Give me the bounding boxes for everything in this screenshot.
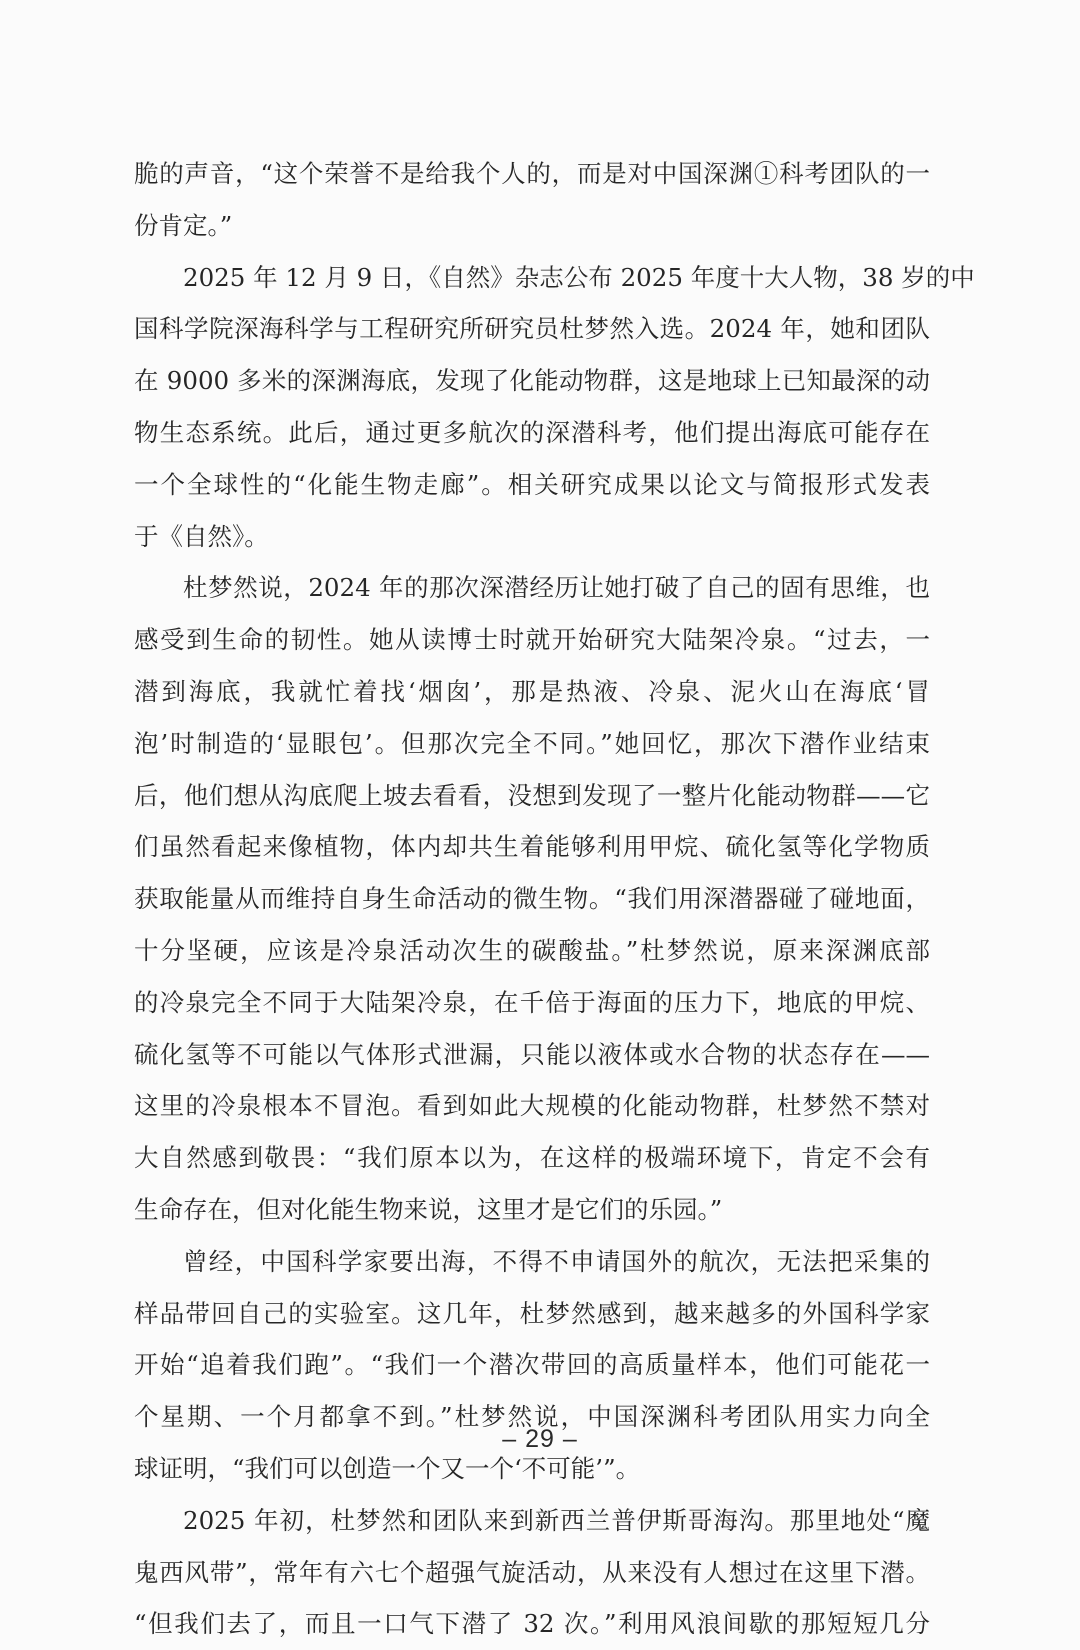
text-line: 开始“追着我们跑”。“我们一个潜次带回的高质量样本，他们可能花一 <box>134 1350 930 1380</box>
text-line: 在 9000 多米的深渊海底，发现了化能动物群，这是地球上已知最深的动 <box>134 366 930 396</box>
text-line: 的冷泉完全不同于大陆架冷泉，在千倍于海面的压力下，地底的甲烷、 <box>134 987 930 1017</box>
text-line: 潜到海底，我就忙着找‘烟囱’，那是热液、冷泉、泥火山在海底‘冒 <box>134 676 930 706</box>
text-line: 国科学院深海科学与工程研究所研究员杜梦然入选。2024 年，她和团队 <box>134 314 930 344</box>
text-line: 鬼西风带”，常年有六七个超强气旋活动，从来没有人想过在这里下潜。 <box>134 1557 930 1587</box>
text-line: 2025 年初，杜梦然和团队来到新西兰普伊斯哥海沟。那里地处“魔 <box>183 1505 930 1535</box>
text-line: 十分坚硬，应该是冷泉活动次生的碳酸盐。”杜梦然说，原来深渊底部 <box>134 935 930 965</box>
text-line: 球证明，“我们可以创造一个又一个‘不可能’”。 <box>134 1453 641 1483</box>
text-line: 们虽然看起来像植物，体内却共生着能够利用甲烷、硫化氢等化学物质 <box>134 832 930 862</box>
text-line: “但我们去了，而且一口气下潜了 32 次。”利用风浪间歇的那短短几分 <box>134 1609 930 1639</box>
text-line: 2025 年 12 月 9 日，《自然》杂志公布 2025 年度十大人物，38 岁的中 <box>183 262 975 292</box>
text-line: 份肯定。” <box>134 210 233 240</box>
text-line: 个星期、一个月都拿不到。”杜梦然说，中国深渊科考团队用实力向全 <box>134 1402 930 1432</box>
text-line: 感受到生命的韧性。她从读博士时就开始研究大陆架冷泉。“过去，一 <box>134 625 930 655</box>
text-line: 曾经，中国科学家要出海，不得不申请国外的航次，无法把采集的 <box>183 1246 930 1276</box>
text-line: 后，他们想从沟底爬上坡去看看，没想到发现了一整片化能动物群——它 <box>134 780 930 810</box>
text-line: 物生态系统。此后，通过更多航次的深潜科考，他们提出海底可能存在 <box>134 417 930 447</box>
text-line: 大自然感到敬畏：“我们原本以为，在这样的极端环境下，肯定不会有 <box>134 1143 930 1173</box>
text-line: 脆的声音，“这个荣誉不是给我个人的，而是对中国深渊①科考团队的一 <box>134 159 930 188</box>
text-line: 一个全球性的“化能生物走廊”。相关研究成果以论文与简报形式发表 <box>134 469 930 499</box>
text-line: 硫化氢等不可能以气体形式泄漏，只能以液体或水合物的状态存在—— <box>134 1039 930 1069</box>
text-line: 于《自然》。 <box>134 521 269 551</box>
text-line: 生命存在，但对化能生物来说，这里才是它们的乐园。” <box>134 1194 723 1224</box>
page-number: – 29 – <box>502 1425 578 1453</box>
text-line: 这里的冷泉根本不冒泡。看到如此大规模的化能动物群，杜梦然不禁对 <box>134 1091 930 1121</box>
text-line: 样品带回自己的实验室。这几年，杜梦然感到，越来越多的外国科学家 <box>134 1298 930 1328</box>
text-line: 获取能量从而维持自身生命活动的微生物。“我们用深潜器碰了碰地面， <box>134 884 930 914</box>
text-line: 杜梦然说，2024 年的那次深潜经历让她打破了自己的固有思维，也 <box>183 573 930 603</box>
text-line: 泡’时制造的‘显眼包’。但那次完全不同。”她回忆，那次下潜作业结束 <box>134 728 930 758</box>
